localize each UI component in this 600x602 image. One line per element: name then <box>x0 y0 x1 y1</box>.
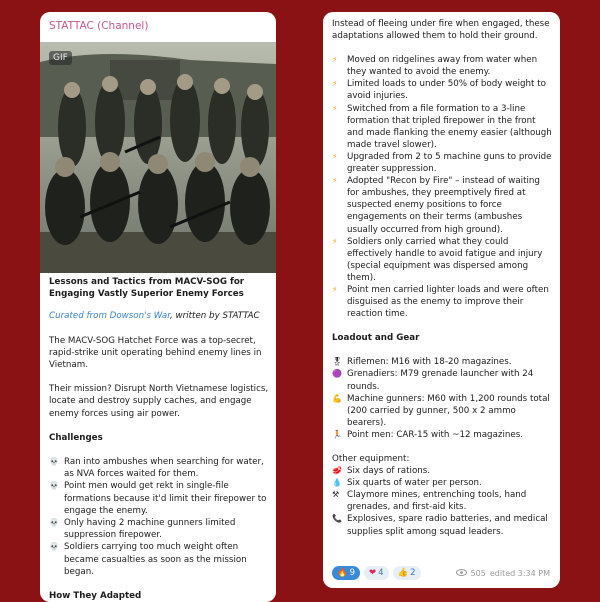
list-item: 🎖 Riflemen: M16 with 18-20 magazines. <box>332 357 512 368</box>
reaction-thumbs-up[interactable] <box>393 566 421 580</box>
list-item: 🏃 Point men: CAR-15 with ~12 magazines. <box>332 429 524 440</box>
list-item: ⚡ Upgraded from 2 to 5 machine guns to provide greater suppression. <box>332 151 552 175</box>
lightning-icon: ⚡ <box>332 103 338 113</box>
post-title: Lessons and Tactics from MACV-SOG for Engaging Vastly Superior Enemy Forces <box>49 277 245 300</box>
phone-icon: 📞 <box>332 514 342 524</box>
skull-icon: 💀 <box>49 481 59 491</box>
loadout-heading: Loadout and Gear <box>332 333 420 344</box>
flexed-arm-icon: 💪 <box>332 393 342 403</box>
lightning-icon: ⚡ <box>332 176 338 186</box>
lightning-icon: ⚡ <box>332 236 338 246</box>
list-item: 💧 Six quarts of water per person. <box>332 478 482 489</box>
thumbs-up-icon: 👍 <box>397 568 409 578</box>
list-item: 📞 Explosives, spare radio batteries, and medical supplies split among squad leaders. <box>332 514 548 537</box>
list-item: ⚡ Limited loads to under 50% of body weight to avoid injuries. <box>332 79 546 102</box>
reaction-count: 4 <box>378 568 384 578</box>
list-item: ⚡ Adopted "Recon by Fire" – instead of waiting for ambushes, they preemptively fired at suspected enemy positions to force engagements on their terms (ambushes usually occurred from high ground). <box>332 176 540 235</box>
lightning-icon: ⚡ <box>332 79 338 89</box>
list-item: ⚡ Point men carried lighter loads and were often disguised as the enemy to improve their reaction time. <box>332 284 549 320</box>
runner-icon: 🏃 <box>332 429 342 439</box>
list-item: ⚒ Claymore mines, entrenching tools, hand grenades, and first-aid kits. <box>332 490 527 513</box>
list-item: 🟣 Grenadiers: M79 grenade launcher with 24 rounds. <box>332 369 534 392</box>
reaction-count: 9 <box>349 568 356 578</box>
skull-icon: 💀 <box>49 457 59 467</box>
gif-badge: GIF <box>49 51 72 65</box>
list-item: 💀 Ran into ambushes when searching for water, as NVA forces waited for them. <box>49 457 264 480</box>
list-item: ⚡ Moved on ridgelines away from water when they wanted to avoid the enemy. <box>332 55 538 78</box>
soldiers-photo <box>40 42 276 273</box>
medal-icon: 🎖 <box>332 357 343 367</box>
list-item: ⚡ Switched from a file formation to a 3-line formation that tripled firepower in the front and made flanking the enemy easier (although made travel slower). <box>332 103 552 150</box>
reactions-bar <box>332 566 421 580</box>
list-item: 🥩 Six days of rations. <box>332 466 431 477</box>
droplet-icon: 💧 <box>332 478 342 488</box>
lightning-icon: ⚡ <box>332 55 338 65</box>
gif-media[interactable] <box>40 42 276 273</box>
challenges-heading: Challenges <box>49 432 103 443</box>
channel-name[interactable]: STATTAC (Channel) <box>49 20 149 32</box>
tools-icon: ⚒ <box>332 490 340 500</box>
post-body-continued <box>332 18 554 538</box>
heart-icon: ❤ <box>369 568 377 578</box>
list-item: 💀 Soldiers carrying too much weight often became casualties as soon as the mission began. <box>49 542 247 577</box>
skull-icon: 💀 <box>49 518 59 528</box>
grenade-icon: 🟣 <box>332 369 342 379</box>
message-meta <box>456 569 550 578</box>
fire-icon: 🔥 <box>337 568 348 578</box>
list-item: 💪 Machine gunners: M60 with 1,200 rounds total (200 carried by gunner, 500 x 2 ammo bearers). <box>332 393 550 428</box>
view-count: 505 <box>470 569 486 578</box>
post-credit <box>49 310 269 322</box>
adaptations-intro: Instead of fleeing under fire when engaged, these adaptations allowed them to hold their ground. <box>332 19 550 42</box>
credit-link[interactable]: Curated from Dowson's War <box>49 311 171 322</box>
list-item: 💀 Only having 2 machine gunners limited suppression firepower. <box>49 518 236 541</box>
timestamp: edited 3:34 PM <box>489 569 550 578</box>
eye-icon <box>456 569 467 578</box>
reaction-heart[interactable] <box>364 566 389 580</box>
reaction-count: 2 <box>410 568 416 578</box>
post-body <box>49 276 269 602</box>
list-item: 💀 Point men would get rekt in single-file formations because it'd limit their firepower to engage the enemy. <box>49 481 267 516</box>
reaction-fire[interactable] <box>332 566 360 580</box>
message-card-left <box>40 12 276 602</box>
adapted-heading: How They Adapted <box>49 591 142 602</box>
skull-icon: 💀 <box>49 542 59 552</box>
intro-paragraph: The MACV-SOG Hatchet Force was a top-secret, rapid-strike unit operating behind enemy lines in Vietnam. <box>49 335 262 371</box>
mission-paragraph: Their mission? Disrupt North Vietnamese logistics, locate and destroy supply caches, and engage enemy forces using air power. <box>49 384 269 419</box>
other-equipment-heading: Other equipment: <box>332 454 410 464</box>
list-item: ⚡ Soldiers only carried what they could effectively handle to avoid fatigue and injury (special equipment was dispersed among them). <box>332 236 543 283</box>
meat-icon: 🥩 <box>332 466 342 476</box>
lightning-icon: ⚡ <box>332 284 338 294</box>
message-card-right <box>323 12 560 588</box>
lightning-icon: ⚡ <box>332 151 338 161</box>
credit-author: , written by STATTAC <box>170 311 260 322</box>
